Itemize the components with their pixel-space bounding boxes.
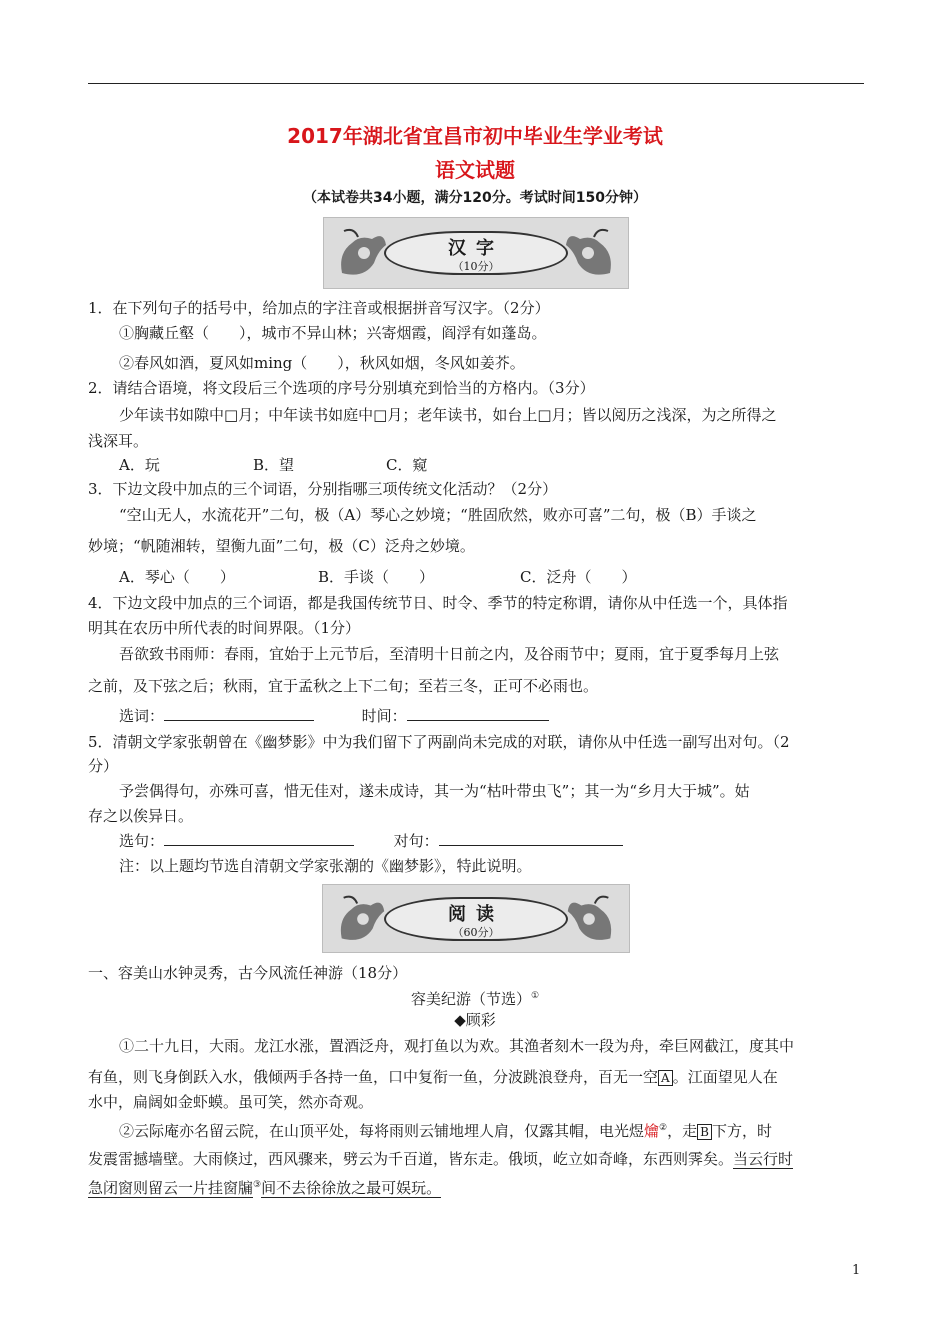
q5-stem-line2: 分） xyxy=(88,757,119,775)
reading-p2-line1: ②云际庵亦名留云院，在山顶平处，每将雨则云铺地埋人肩，仅露其帽，电光煜爚②，走 B 下方，时 xyxy=(119,1122,772,1140)
blank-box-b: B xyxy=(697,1124,712,1140)
reading-p1-line1: ①二十九日，大雨。龙江水涨，置酒泛舟，观打鱼以为欢。其渔者刻木一段为舟，牵巨网截江，度其中 xyxy=(119,1037,795,1055)
q3-stem: 3．下边文段中加点的三个词语，分别指哪三项传统文化活动？（2分） xyxy=(88,480,558,498)
q4-passage-line2: 之前，及下弦之后；秋雨，宜于孟秋之上下二旬；至若三冬，正可不必雨也。 xyxy=(88,677,599,695)
top-rule xyxy=(88,83,864,84)
section-banner-reading xyxy=(322,884,630,953)
q4-word-label: 选词： xyxy=(119,707,165,725)
dragon-ornament-right-icon xyxy=(561,890,619,948)
q4-answer-row xyxy=(119,706,549,726)
reading-p2-line2: 发震雷撼墙壁。大雨倏过，西风骤来，劈云为千百道，皆东走。俄顷，屹立如奇峰，东西则霁矣。当云行时 xyxy=(88,1150,794,1168)
q3-option-b: B．手谈（ ） xyxy=(318,568,435,586)
q5-passage-line2: 存之以俟异日。 xyxy=(88,807,194,825)
q2-stem: 2．请结合语境，将文段后三个选项的序号分别填充到恰当的方格内。（3分） xyxy=(88,379,595,397)
exam-note: （本试卷共34小题，满分120分。考试时间150分钟） xyxy=(303,190,647,206)
banner-hanzi-label: 汉字 （10分） xyxy=(384,231,568,275)
reading-p2-line3: 急闭窗则留云一片挂窗牖③间不去徐徐放之最可娱玩。 xyxy=(88,1179,442,1197)
q5-note: 注：以上题均节选自清朝文学家张潮的《幽梦影》，特此说明。 xyxy=(119,857,532,875)
q4-time-blank[interactable] xyxy=(407,706,549,721)
q5-sentence-blank[interactable] xyxy=(164,831,354,846)
q3-passage-line2: 妙境；“帆随湘转，望衡九面”二句，极（C）泛舟之妙境。 xyxy=(88,537,475,555)
q2-option-b: B．望 xyxy=(253,456,295,474)
q2-passage-line2: 浅深耳。 xyxy=(88,432,149,450)
q3-option-a: A．琴心（ ） xyxy=(119,568,235,586)
blank-box-a: A xyxy=(658,1070,673,1086)
reading-p1-line2: 有鱼，则飞身倒跃入水，俄倾两手各持一鱼，口中复衔一鱼，分波跳浪登舟，百无一空 A 。江面望见人在 xyxy=(88,1068,778,1086)
page-number: 1 xyxy=(852,1263,861,1278)
banner-reading-label: 阅读 （60分） xyxy=(384,897,568,941)
q1-item2: ②春风如酒，夏风如ming（ ），秋风如烟，冬风如姜芥。 xyxy=(119,354,525,372)
q2-passage-line1: 少年读书如隙中□月；中年读书如庭中□月；老年读书，如台上□月；皆以阅历之浅深，为之所得之 xyxy=(119,406,777,424)
q5-sentence-label: 选句： xyxy=(119,832,165,850)
q5-stem-line1: 5．清朝文学家张朝曾在《幽梦影》中为我们留下了两副尚未完成的对联，请你从中任选一副写出对句。（2 xyxy=(88,733,790,751)
dragon-ornament-right-icon xyxy=(560,223,618,283)
underlined-sentence-start: 当云行时 xyxy=(733,1150,794,1168)
q1-stem: 1．在下列句子的括号中，给加点的字注音或根据拼音写汉字。（2分） xyxy=(88,299,550,317)
reading-section-heading: 一、容美山水钟灵秀，古今风流任神游（18分） xyxy=(88,964,408,982)
reading-p1-line3: 水中，扁阔如金虾蟆。虽可笑，然亦奇观。 xyxy=(88,1093,374,1111)
section-banner-hanzi xyxy=(323,217,629,289)
q4-stem-line2: 明其在农历中所代表的时间界限。（1分） xyxy=(88,619,361,637)
exam-subtitle: 语文试题 xyxy=(435,158,515,182)
q5-answer-row xyxy=(119,831,623,851)
q5-couplet-label: 对句： xyxy=(393,832,439,850)
exam-title: 2017年湖北省宜昌市初中毕业生学业考试 xyxy=(287,124,663,148)
q4-time-label: 时间： xyxy=(361,707,407,725)
q5-couplet-blank[interactable] xyxy=(439,831,623,846)
dragon-ornament-left-icon xyxy=(333,890,391,948)
q4-passage-line1: 吾欲致书雨师：春雨，宜始于上元节后，至清明十日前之内，及谷雨节中；夏雨，宜于夏季每月上弦 xyxy=(119,645,780,663)
q4-stem-line1: 4．下边文段中加点的三个词语，都是我国传统节日、时令、季节的特定称谓，请你从中任选一个，具体指 xyxy=(88,594,788,612)
reading-text-title: 容美纪游（节选）① xyxy=(410,990,540,1008)
q4-word-blank[interactable] xyxy=(164,706,314,721)
q5-passage-line1: 予尝偶得句，亦殊可喜，惜无佳对，遂未成诗，其一为“枯叶带虫飞”；其一为“乡月大于城”。姑 xyxy=(119,782,750,800)
q2-option-c: C．窥 xyxy=(386,456,428,474)
q1-item1: ①胸藏丘壑（ ），城市不异山林；兴寄烟霞，阎浮有如蓬岛。 xyxy=(119,324,547,342)
q3-passage-line1: “空山无人，水流花开”二句，极（A）琴心之妙境；“胜固欣然，败亦可喜”二句，极（B）手谈之 xyxy=(119,506,757,524)
annotated-char: 爚 xyxy=(644,1122,660,1140)
q2-option-a: A．玩 xyxy=(119,456,160,474)
q3-option-c: C．泛舟（ ） xyxy=(520,568,637,586)
reading-author: ◆顾彩 xyxy=(454,1011,496,1029)
